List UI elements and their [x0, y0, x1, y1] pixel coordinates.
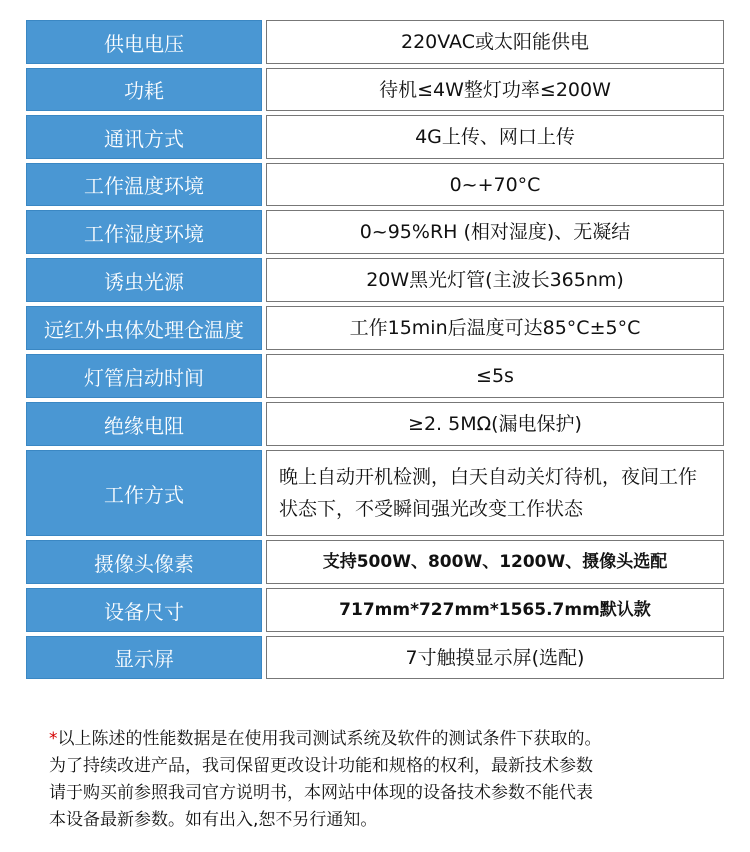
spec-value: 20W黑光灯管(主波长365nm) — [266, 258, 724, 302]
spec-value: 0~+70°C — [266, 163, 724, 206]
spec-value: 0~95%RH (相对湿度)、无凝结 — [266, 210, 724, 254]
spec-row-power-consumption — [26, 68, 724, 111]
spec-value: ≤5s — [266, 354, 724, 398]
spec-label: 通讯方式 — [26, 115, 262, 159]
spec-label: 绝缘电阻 — [26, 402, 262, 446]
spec-row-working-mode — [26, 450, 724, 536]
spec-row-camera — [26, 540, 724, 584]
note-line: 为了持续改进产品，我司保留更改设计功能和规格的权利，最新技术参数 — [49, 756, 593, 776]
spec-label: 显示屏 — [26, 636, 262, 679]
spec-row-display — [26, 636, 724, 679]
note-line: 本设备最新参数。如有出入,恕不另行通知。 — [49, 810, 378, 830]
spec-value: 7寸触摸显示屏(选配) — [266, 636, 724, 679]
note-line: 请于购买前参照我司官方说明书，本网站中体现的设备技术参数不能代表 — [49, 783, 593, 803]
spec-row-startup-time — [26, 354, 724, 398]
spec-label: 工作方式 — [26, 450, 262, 536]
note-line-text: 以上陈述的性能数据是在使用我司测试系统及软件的测试条件下获取的。 — [57, 729, 602, 749]
disclaimer-note — [49, 726, 719, 834]
spec-value: 支持500W、800W、1200W、摄像头选配 — [266, 540, 724, 584]
spec-label: 功耗 — [26, 68, 262, 111]
spec-row-insulation — [26, 402, 724, 446]
spec-row-light-source — [26, 258, 724, 302]
spec-row-humidity — [26, 210, 724, 254]
spec-label: 灯管启动时间 — [26, 354, 262, 398]
spec-value: 220VAC或太阳能供电 — [266, 20, 724, 64]
spec-label: 工作温度环境 — [26, 163, 262, 206]
spec-row-temperature — [26, 163, 724, 206]
spec-label: 摄像头像素 — [26, 540, 262, 584]
note-asterisk: * — [49, 729, 58, 749]
spec-value: 4G上传、网口上传 — [266, 115, 724, 159]
spec-table — [26, 20, 724, 683]
spec-value: 工作15min后温度可达85°C±5°C — [266, 306, 724, 350]
spec-value: 待机≤4W整灯功率≤200W — [266, 68, 724, 111]
spec-value: 晚上自动开机检测，白天自动关灯待机，夜间工作状态下，不受瞬间强光改变工作状态 — [266, 450, 724, 536]
spec-label: 远红外虫体处理仓温度 — [26, 306, 262, 350]
spec-row-power-supply — [26, 20, 724, 64]
spec-label: 设备尺寸 — [26, 588, 262, 632]
spec-row-chamber-temperature — [26, 306, 724, 350]
note-line — [49, 726, 719, 753]
spec-value: 717mm*727mm*1565.7mm默认款 — [266, 588, 724, 632]
spec-label: 工作湿度环境 — [26, 210, 262, 254]
spec-row-dimensions — [26, 588, 724, 632]
spec-label: 供电电压 — [26, 20, 262, 64]
spec-label: 诱虫光源 — [26, 258, 262, 302]
spec-row-communication — [26, 115, 724, 159]
spec-value: ≥2. 5MΩ(漏电保护) — [266, 402, 724, 446]
